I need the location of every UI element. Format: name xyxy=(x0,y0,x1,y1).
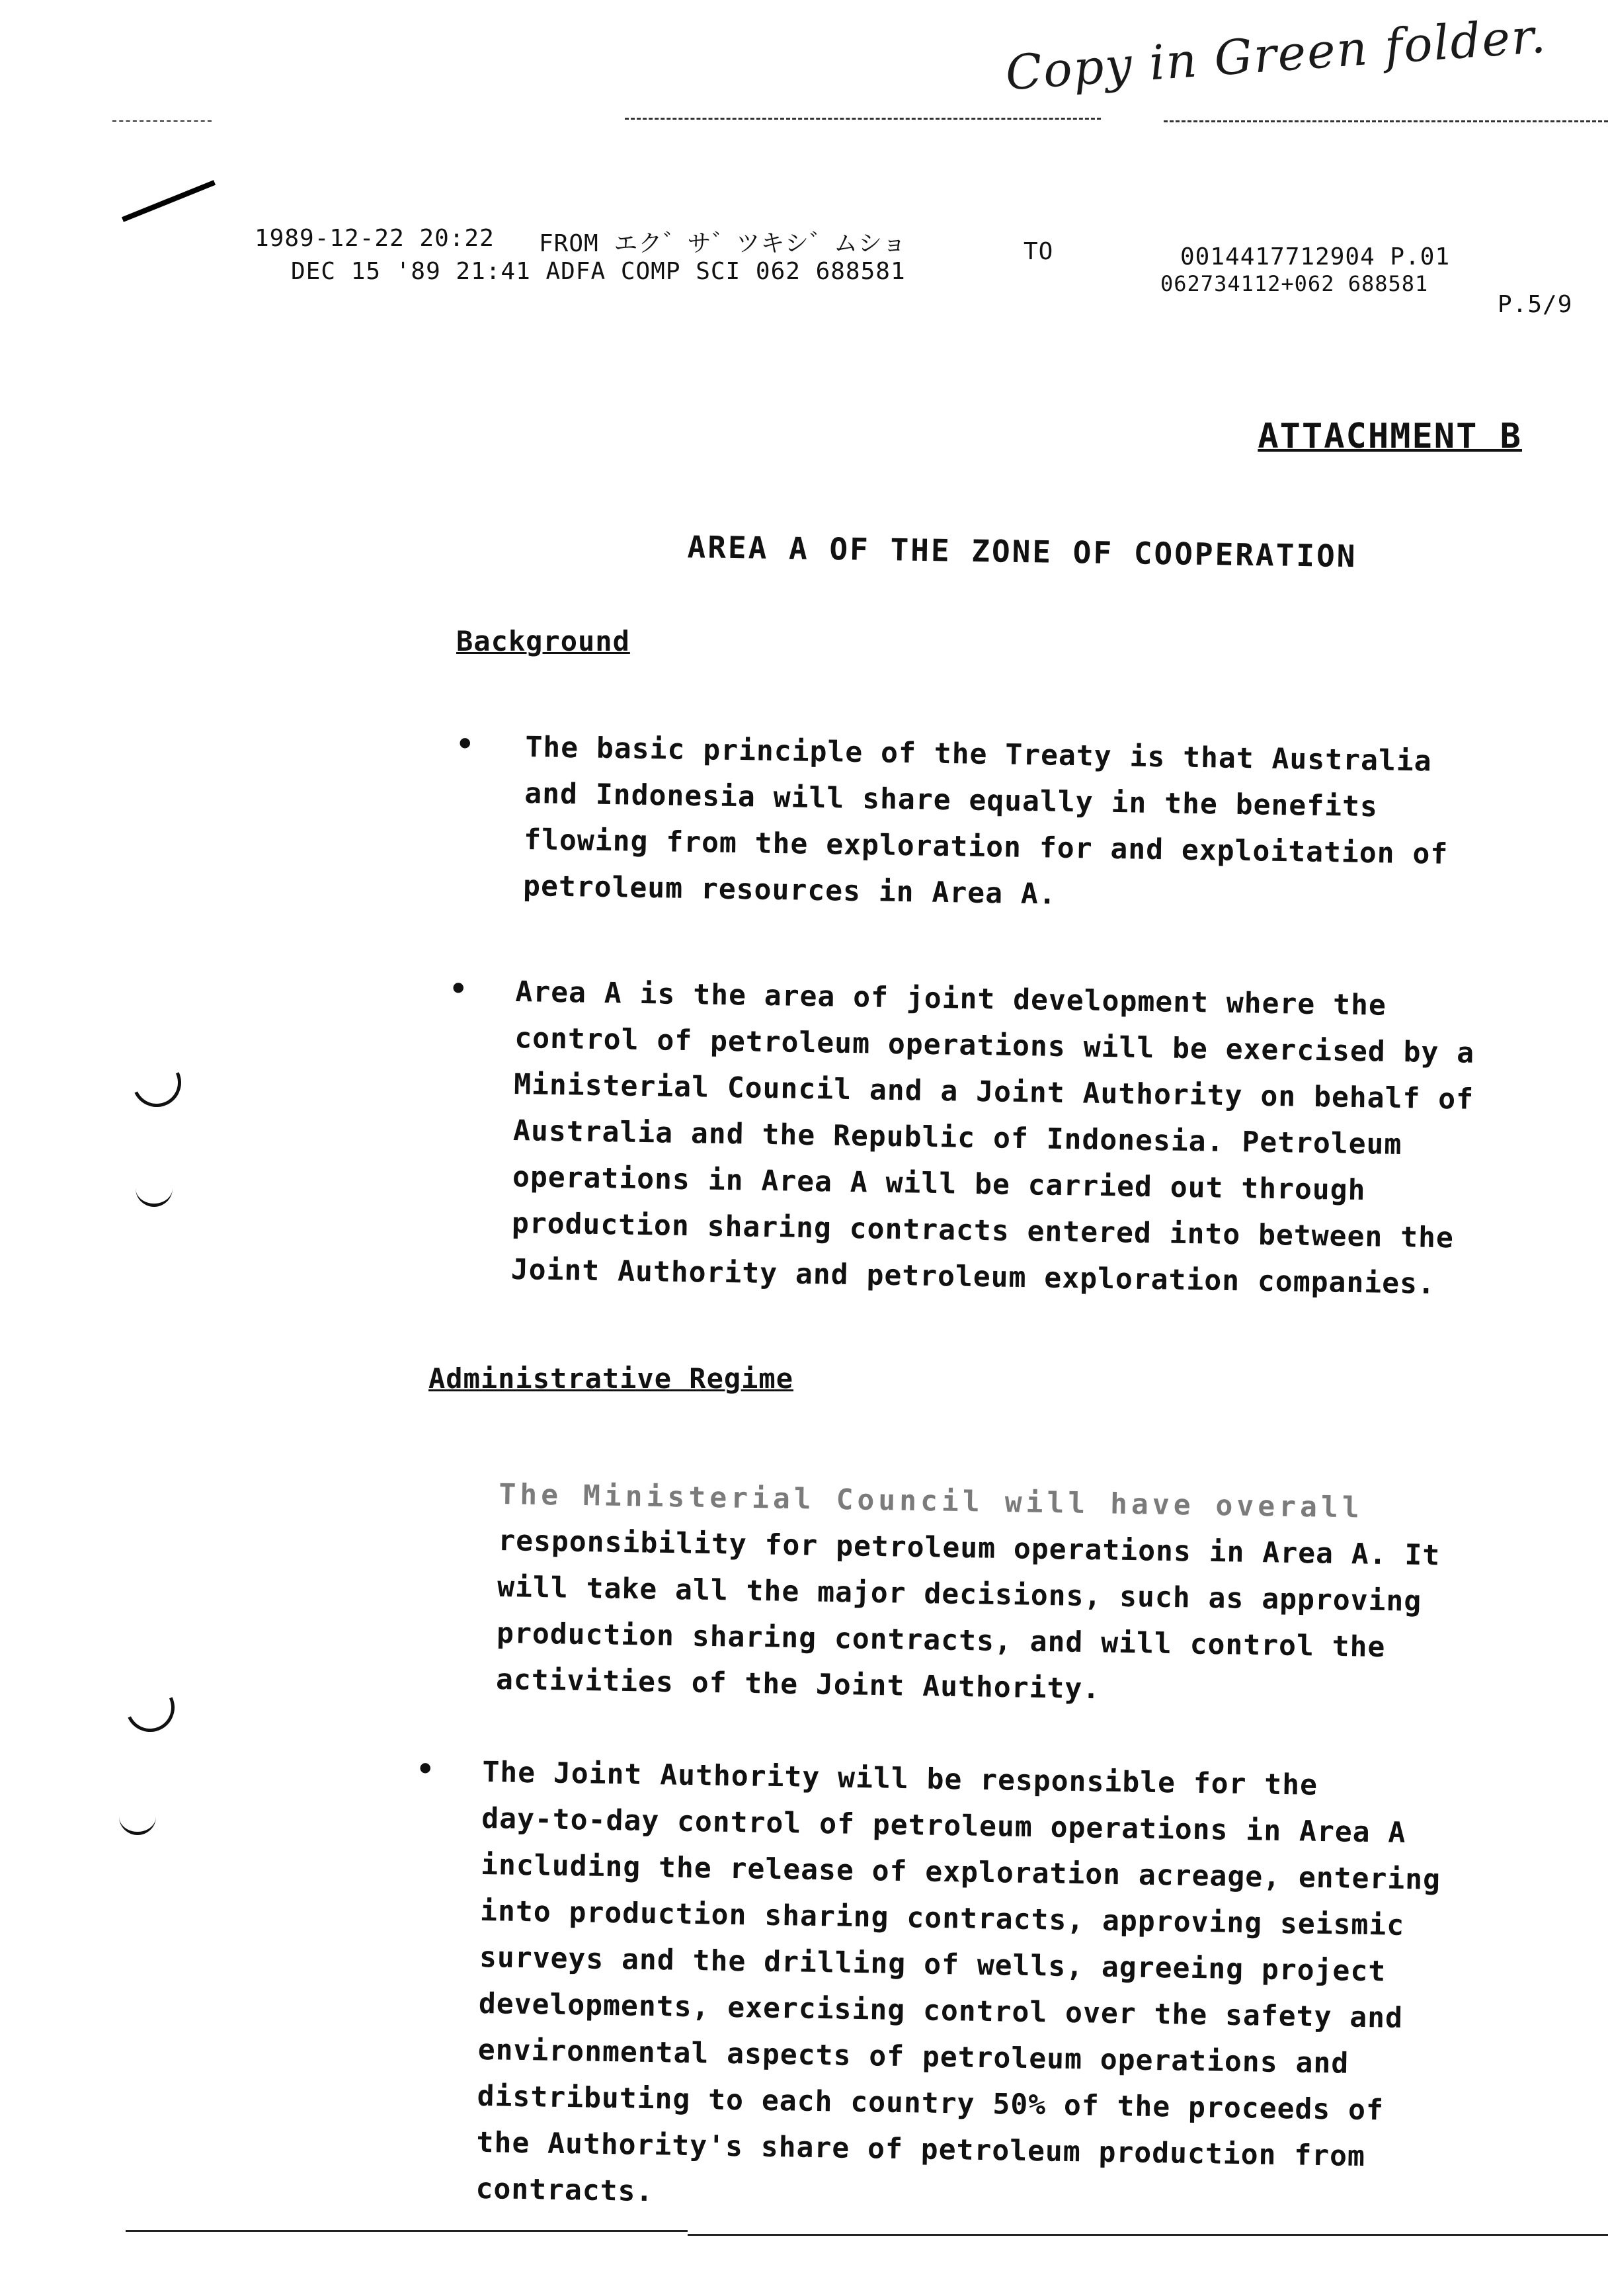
text-line: contracts. xyxy=(475,2172,654,2209)
attachment-label: ATTACHMENT B xyxy=(1258,417,1522,456)
text-line: The Joint Authority will be responsible for the xyxy=(482,1755,1318,1802)
bullet-marker: • xyxy=(456,727,474,761)
text-line: the Authority's share of petroleum production from xyxy=(476,2125,1366,2174)
text-line: surveys and the drilling of wells, agreeing project xyxy=(479,1940,1387,1988)
punch-hole-mark xyxy=(119,1812,156,1835)
fax-header-line1-to: TO xyxy=(1024,238,1054,265)
text-line: distributing to each country 50% of the proceeds of xyxy=(477,2079,1385,2127)
text-line: and Indonesia will share equally in the benefits xyxy=(524,776,1379,824)
text-line: developments, exercising control over the safety and xyxy=(478,1987,1404,2035)
text-line: The Ministerial Council will have overall xyxy=(499,1477,1364,1525)
fax-header-line1-number: 0014417712904 P.01 xyxy=(1180,243,1451,270)
bottom-rule-right xyxy=(688,2234,1608,2236)
text-line: production sharing contracts entered into between the xyxy=(511,1206,1455,1255)
text-line: operations in Area A will be carried out through xyxy=(512,1160,1366,1208)
text-line: flowing from the exploration for and exploitation of xyxy=(523,823,1449,871)
text-line: production sharing contracts, and will control the xyxy=(496,1616,1386,1664)
document-title: AREA A OF THE ZONE OF COOPERATION xyxy=(687,529,1357,575)
text-line: The basic principle of the Treaty is that Australia xyxy=(525,730,1432,778)
fax-header-line1-from: FROM エク゛サ゛ツキシ゛ムショ xyxy=(539,230,907,257)
text-line: into production sharing contracts, approving seismic xyxy=(479,1894,1405,1942)
text-line: Ministerial Council and a Joint Authority on behalf of xyxy=(513,1067,1474,1116)
text-line: Area A is the area of joint development where the xyxy=(515,975,1387,1022)
bottom-rule-left xyxy=(126,2230,688,2232)
text-line: responsibility for petroleum operations in Area A. It xyxy=(497,1524,1441,1573)
section-heading-administrative: Administrative Regime xyxy=(428,1362,794,1395)
slash-mark xyxy=(122,180,216,222)
administrative-paragraph-1 xyxy=(496,1471,1441,1717)
corner-dashed-rule xyxy=(112,120,212,122)
fax-header-line2-text: DEC 15 '89 21:41 ADFA COMP SCI 062 688581 xyxy=(291,258,906,285)
text-line: activities of the Joint Authority. xyxy=(495,1662,1101,1706)
text-line: will take all the major decisions, such as approving xyxy=(497,1570,1422,1618)
text-line: including the release of exploration acreage, entering xyxy=(480,1848,1441,1897)
section-heading-background: Background xyxy=(456,625,630,657)
bullet-marker: • xyxy=(417,1752,434,1786)
text-line: Joint Authority and petroleum exploration companies. xyxy=(510,1252,1436,1301)
fax-header-line2-number: 062734112+062 688581 xyxy=(1160,271,1429,296)
fax-header-line1-date: 1989-12-22 20:22 xyxy=(255,225,495,252)
text-line: petroleum resources in Area A. xyxy=(522,869,1057,911)
bullet-marker: • xyxy=(450,972,467,1006)
top-dashed-rule-right xyxy=(1164,120,1608,122)
punch-hole-mark xyxy=(126,1051,188,1114)
text-line: day-to-day control of petroleum operations in Area A xyxy=(481,1801,1406,1850)
top-dashed-rule-left xyxy=(625,118,1101,120)
text-line: control of petroleum operations will be exercised by a xyxy=(514,1021,1475,1070)
page-mark: P.5/9 xyxy=(1498,291,1573,318)
background-paragraph-1 xyxy=(523,724,1450,924)
handwritten-note: Copy in Green folder. xyxy=(1004,7,1548,101)
punch-hole-mark xyxy=(119,1676,182,1739)
text-line: Australia and the Republic of Indonesia. Petroleum xyxy=(512,1114,1402,1162)
text-line: environmental aspects of petroleum operations and xyxy=(477,2033,1349,2080)
punch-hole-mark xyxy=(136,1184,173,1207)
background-paragraph-2 xyxy=(510,969,1475,1308)
administrative-paragraph-2 xyxy=(475,1749,1443,2227)
